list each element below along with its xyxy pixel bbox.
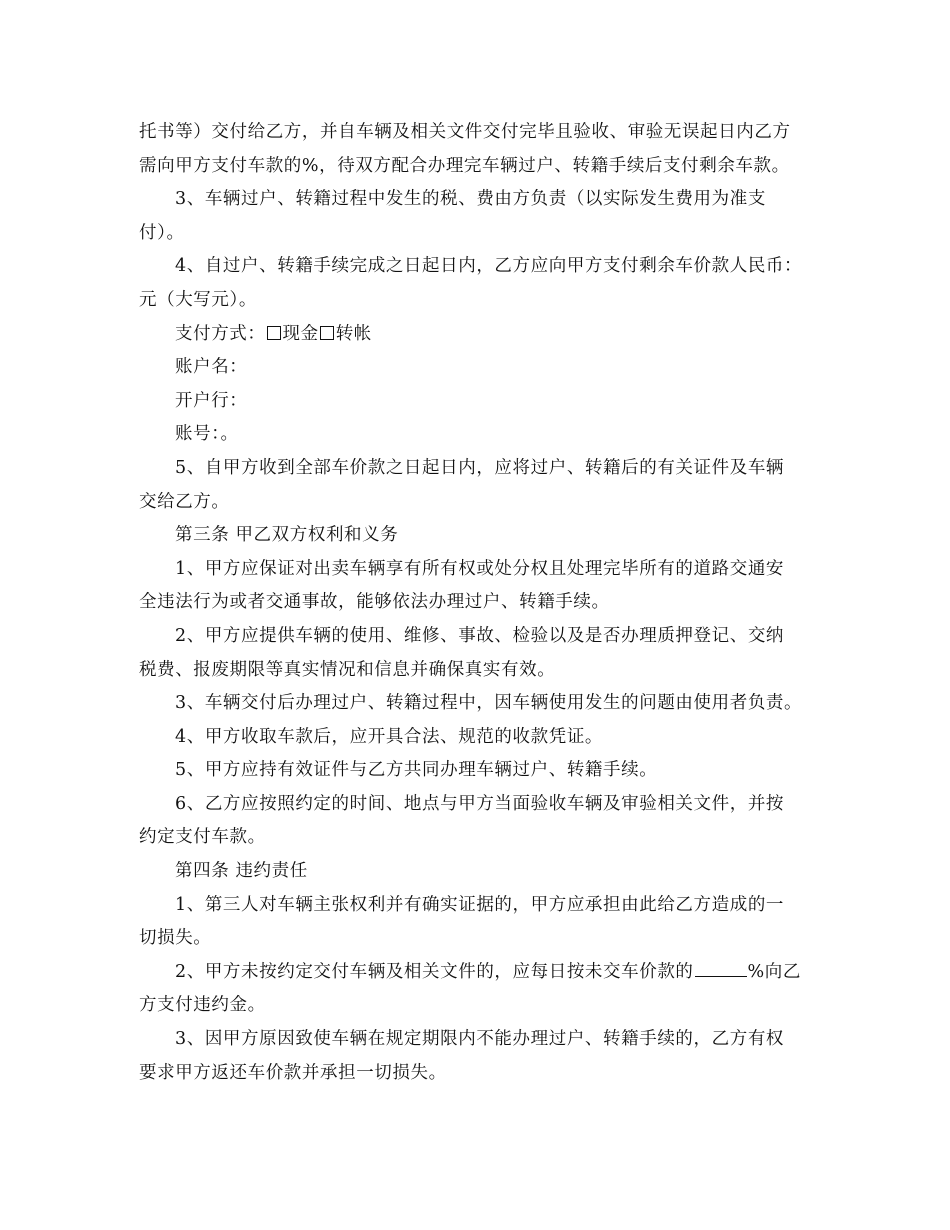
account-number-line: 账号：。 [175,424,239,445]
account-name-line: 账户名： [175,357,248,378]
text-line: 税费、报废期限等真实情况和信息并确保真实有效。 [139,659,556,680]
payment-method-line [139,318,819,352]
text-line: 1、甲方应保证对出卖车辆享有所有权或处分权且处理完毕所有的道路交通安 [175,558,785,579]
text-line: 3、车辆交付后办理过户、转籍过程中，因车辆使用发生的问题由使用者负责。 [175,693,803,714]
text-line: 约定支付车款。 [139,827,266,848]
text-line: 需向甲方支付车款的%，待双方配合办理完车辆过户、转籍手续后支付剩余车款。 [139,155,790,176]
text-line: 交给乙方。 [139,491,230,512]
transfer-checkbox[interactable] [320,326,334,340]
clause-5-line: 5、自甲方收到全部车价款之日起日内，应将过户、转籍后的有关证件及车辆 [175,457,785,478]
text-line: 元（大写元）。 [139,289,257,310]
transfer-label: 转帐 [335,323,372,344]
cash-label: 现金 [282,323,319,344]
text-line: 2、甲方应提供车辆的使用、维修、事故、检验以及是否办理质押登记、交纳 [175,625,785,646]
text-line: 3、因甲方原因致使车辆在规定期限内不能办理过户、转籍手续的，乙方有权 [175,1029,785,1050]
payment-method-label: 支付方式： [175,323,266,344]
clause-3-line: 3、车辆过户、转籍过程中发生的税、费由方负责（以实际发生费用为准支 [175,189,766,210]
document-body [139,116,819,1090]
text-line: 托书等）交付给乙方，并自车辆及相关文件交付完毕且验收、审验无误起日内乙方 [139,122,791,142]
text-line: 要求甲方返还车价款并承担一切损失。 [139,1062,447,1083]
article-3-heading: 第三条 甲乙双方权利和义务 [175,525,399,546]
penalty-text-after: %向乙 [747,961,801,982]
text-line: 6、乙方应按照约定的时间、地点与甲方当面验收车辆及审验相关文件，并按 [175,793,785,814]
text-line: 4、甲方收取车款后，应开具合法、规范的收款凭证。 [175,726,604,747]
text-line: 5、甲方应持有效证件与乙方共同办理车辆过户、转籍手续。 [175,760,658,781]
cash-checkbox[interactable] [267,326,281,340]
text-line: 方支付违约金。 [139,995,266,1016]
text-line: 付）。 [139,222,185,243]
article-4-heading: 第四条 违约责任 [175,861,308,882]
text-line: 全违法行为或者交通事故，能够依法办理过户、转籍手续。 [139,592,610,613]
penalty-text-before: 2、甲方未按约定交付车辆及相关文件的，应每日按未交车价款的 [175,961,694,982]
text-line: 1、第三人对车辆主张权利并有确实证据的，甲方应承担由此给乙方造成的一 [175,894,785,915]
penalty-line [139,956,819,990]
bank-line: 开户行： [175,390,248,411]
text-line: 切损失。 [139,928,212,949]
penalty-rate-blank [695,962,747,977]
clause-4-line: 4、自过户、转籍手续完成之日起日内，乙方应向甲方支付剩余车价款人民币： [175,256,803,277]
